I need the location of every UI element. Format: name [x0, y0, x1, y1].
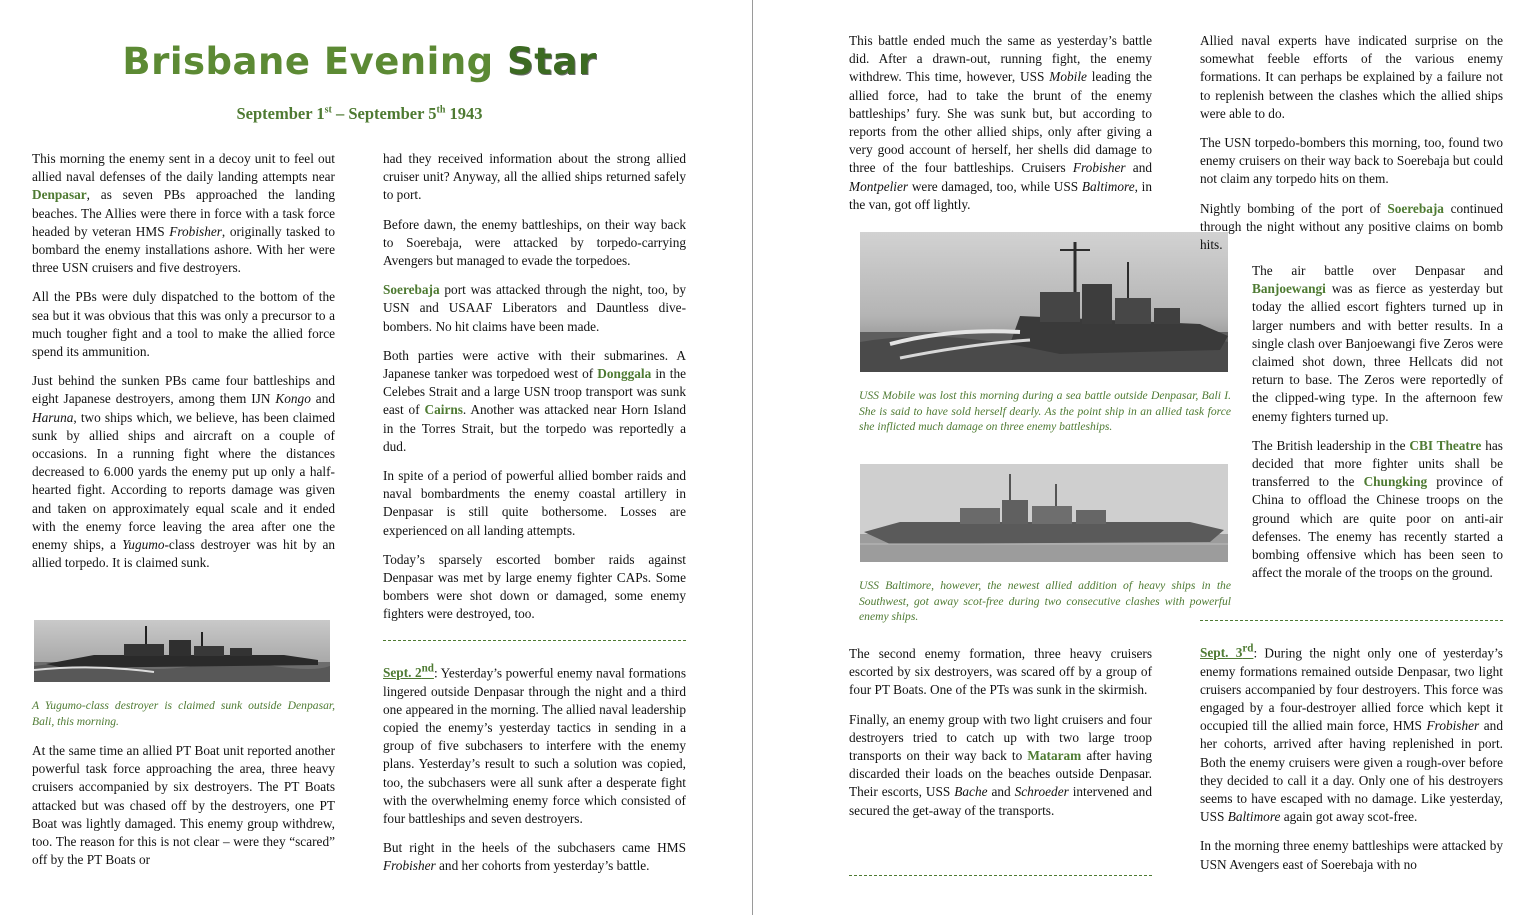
- italic-name: Haruna: [32, 409, 74, 425]
- col2-paragraph-7-text: : Yesterday’s powerful enemy naval formations lingered outside Denpasar through the night and a third one appeared in the morning. The allied naval leadership copied the enemy’s yesterday tactics in sending in a group of five subchasers to interfere with the enemy plans. Yesterday’s result to such a solution was copied, too, the subchasers were all sunk after a desperate fight with the overwhelming enemy force which consisted of four battleships and seven destroyers.: [383, 665, 686, 827]
- uss-baltimore-caption: USS Baltimore, however, the newest allied addition of heavy ships in the Southwest, got away scot-free during two consecutive clashes with powerful enemy ships.: [859, 579, 1231, 623]
- col4-paragraph-7: In the morning three enemy battleships were attacked by USN Avengers east of Soerebaja with no: [1200, 838, 1503, 872]
- page-divider: [752, 0, 753, 915]
- column-3: [849, 32, 1152, 225]
- place-name: Denpasar: [32, 187, 87, 203]
- column-3-continued: [849, 645, 1152, 831]
- masthead-title: [32, 40, 687, 83]
- date-end-suffix: th: [436, 104, 446, 116]
- column-2: [383, 150, 686, 635]
- col1-paragraph-1: This morning the enemy sent in a decoy unit to feel out allied naval defenses of the daily landing attempts near Denpasar, as seven PBs approached the landing beaches. The Allies were there in force with a task force headed by veteran HMS Frobisher, originally tasked to bombard the enemy installations ashore. With her were three USN cruisers and five destroyers.: [32, 151, 335, 276]
- place-name: Cairns: [424, 402, 463, 418]
- place-name: CBI Theatre: [1409, 437, 1482, 453]
- uss-mobile-photo-image: [860, 232, 1228, 372]
- section-divider-col2: [383, 640, 686, 641]
- italic-name: Bache: [954, 784, 988, 800]
- col4-paragraph-3: Nightly bombing of the port of Soerebaja continued through the night without any positive claims on bomb hits.: [1200, 200, 1504, 253]
- uss-mobile-photo: [860, 232, 1228, 372]
- destroyer-photo: [34, 620, 330, 682]
- destroyer-photo-image: [34, 620, 330, 682]
- italic-name: Schroeder: [1014, 784, 1069, 800]
- sept-2-heading: Sept. 2nd: [383, 663, 434, 681]
- col2-paragraph-6: Today’s sparsely escorted bomber raids against Denpasar was met by large enemy fighter CAPs. Some bombers were shot down or damaged, some enemy fighters were destroyed, too.: [383, 551, 686, 622]
- italic-name: Kongo: [275, 391, 311, 407]
- col4-paragraph-5: The British leadership in the CBI Theatre has decided that more fighter units shall be transferred to the Chungking province of China to offload the Chinese troops on the ground which are quite poor on anti-air defenses. The enemy has recently started a bombing offensive which has been seen to affect the morale of the troops on the ground.: [1252, 437, 1503, 581]
- col3-paragraph-2: The second enemy formation, three heavy cruisers escorted by six destroyers, was scared off by a group of four PT Boats. One of the PTs was sunk in the skirmish.: [849, 646, 1152, 698]
- col2-paragraph-1: had they received information about the strong allied cruiser unit? Anyway, all the allied ships returned safely to port.: [383, 151, 686, 203]
- date-start-suffix: st: [324, 104, 332, 116]
- italic-name: Yugumo: [122, 537, 165, 553]
- col4-paragraph-6: [1200, 640, 1503, 826]
- place-name: Soerebaja: [1387, 200, 1444, 216]
- section-divider-col4: [1200, 620, 1503, 621]
- col3-paragraph-3: Finally, an enemy group with two light cruisers and four destroyers tried to catch up with two large troop transports on their way back to Mataram after having discarded their loads on the beaches outside Denpasar. Their escorts, USS Bache and Schroeder intervened and secured the get-away of the transports.: [849, 711, 1152, 818]
- italic-name: Frobisher: [1426, 718, 1480, 734]
- place-name: Soerebaja: [383, 282, 440, 298]
- masthead-star: Star: [507, 40, 597, 83]
- place-name: Banjoewangi: [1252, 281, 1326, 297]
- col1-paragraph-2: All the PBs were duly dispatched to the bottom of the sea but it was obvious that this was only a precursor to a much tougher fight and a tool to make the allied force spend its ammunition.: [32, 289, 335, 360]
- col4-paragraph-6-text: : During the night only one of yesterday’s enemy formations remained outside Denpasar, two light cruisers accompanied by four destroyers. This force was engaged by a four-destroyer allied force which kept it occupied till the allied main force, HMS Frobisher and her cohorts, arrived after having replenished in port. Both the enemy cruisers were given a rough-over before they decided to call it a day. Only one of his destroyers seems to have escaped with no damage. Like yesterday, USS Baltimore again got away scot-free.: [1200, 645, 1503, 825]
- date-year: 1943: [445, 104, 483, 123]
- col4-paragraph-1: Allied naval experts have indicated surprise on the somewhat feeble efforts of the various enemy formations. It can perhaps be explained by a failure not to replenish between the clashes which the allied ships were able to do.: [1200, 33, 1503, 121]
- column-4: [1200, 32, 1503, 254]
- italic-name: Baltimore: [1081, 178, 1135, 194]
- italic-name: Frobisher: [169, 223, 222, 239]
- italic-name: Baltimore: [1227, 809, 1281, 825]
- col1-paragraph-4: At the same time an allied PT Boat unit reported another powerful task force approaching the area, three heavy cruisers accompanied by six destroyers. The PT Boats attacked but was chased off by the destroyers, one PT Boat was lightly damaged. This enemy group withdrew, too. The reason for this is not clear – were they “scared” off by the PT Boats or: [32, 743, 335, 868]
- section-divider-col3: [849, 875, 1152, 876]
- col2-paragraph-7: [383, 660, 686, 828]
- place-name: Chungking: [1363, 474, 1428, 490]
- italic-name: Montpelier: [849, 178, 909, 194]
- col2-paragraph-5: In spite of a period of powerful allied bomber raids and naval bombardments the enemy coastal artillery in Denpasar is still quite bothersome. Losses are experienced on all landing attempts.: [383, 468, 686, 538]
- uss-baltimore-photo-image: [860, 464, 1228, 562]
- col2-paragraph-3: Soerebaja port was attacked through the night, too, by USN and USAAF Liberators and Dauntless dive-bombers. No hit claims have been made.: [383, 282, 686, 334]
- issue-dates: [32, 104, 687, 124]
- column-1-continued: [32, 742, 335, 880]
- uss-mobile-caption: USS Mobile was lost this morning during a sea battle outside Denpasar, Bali I. She is said to have sold herself dearly. As the point ship in an allied task force she inflicted much damage on three enemy battleships.: [859, 389, 1231, 433]
- italic-name: Frobisher: [1072, 160, 1126, 176]
- col1-paragraph-3: Just behind the sunken PBs came four battleships and eight Japanese destroyers, among them IJN Kongo and Haruna, two ships which, we believe, has been claimed sunk by allied ships and aircraft on a couple of occasions. In a running fight where the distances decreased to 6.000 yards the enemy put up only a half-hearted fight. According to reports damage was given and taken on approximately equal scale and it ended with the enemy force leaving the area after one the enemy ships, a Yugumo-class destroyer was hit by an allied torpedo. It is claimed sunk.: [32, 373, 335, 571]
- destroyer-caption: A Yugumo-class destroyer is claimed sunk outside Denpasar, Bali, this morning.: [32, 699, 335, 728]
- column-1: [32, 150, 335, 583]
- place-name: Mataram: [1027, 748, 1082, 764]
- col2-paragraph-8: But right in the heels of the subchasers came HMS Frobisher and her cohorts from yesterday’s battle.: [383, 840, 686, 874]
- date-end: – September 5: [331, 104, 437, 123]
- date-start: September 1: [236, 104, 325, 123]
- col4-paragraph-4: The air battle over Denpasar and Banjoewangi was as fierce as yesterday but today the allied escort fighters turned up in larger numbers and with better results. In a single clash over Banjoewangi five Zeros were claimed shot down, three Hellcats did not return to base. The Zeros were reportedly of the clipped-wing type. In the afternoon few enemy fighters turned up.: [1252, 263, 1503, 424]
- column-4-indented: [1252, 262, 1503, 593]
- col2-paragraph-4: Both parties were active with their submarines. A Japanese tanker was torpedoed west of Donggala in the Celebes Strait and a large USN troop transport was sunk east of Cairns. Another was attacked near Horn Island in the Torres Strait, but the torpedo was reportedly a dud.: [383, 347, 686, 454]
- col2-paragraph-2: Before dawn, the enemy battleships, on their way back to Soerebaja, were attacked by torpedo-carrying Avengers but managed to evade the torpedoes.: [383, 216, 686, 269]
- col3-paragraph-1: This battle ended much the same as yesterday’s battle did. After a drawn-out, running fight, the enemy withdrew. This time, however, USS Mobile leading the allied force, had to take the brunt of the enemy battleships’ fury. She was sunk but, but according to reports from the other allied ships, only after giving a very good account of herself, her shells did damage to three of the four battleships. Cruisers Frobisher and Montpelier were damaged, too, while USS Baltimore, in the van, got off lightly.: [849, 33, 1153, 212]
- place-name: Donggala: [597, 366, 652, 382]
- italic-name: Mobile: [1049, 69, 1087, 85]
- masthead-main: Brisbane Evening: [122, 40, 508, 83]
- column-2-continued: [383, 660, 686, 887]
- column-4-continued: [1200, 640, 1503, 885]
- uss-baltimore-photo: [860, 464, 1228, 562]
- italic-name: Frobisher: [383, 858, 436, 874]
- col4-paragraph-2: The USN torpedo-bombers this morning, too, found two enemy cruisers on their way back to Soerebaja but could not claim any torpedo hits on them.: [1200, 135, 1503, 187]
- sept-3-heading: Sept. 3rd: [1200, 643, 1254, 661]
